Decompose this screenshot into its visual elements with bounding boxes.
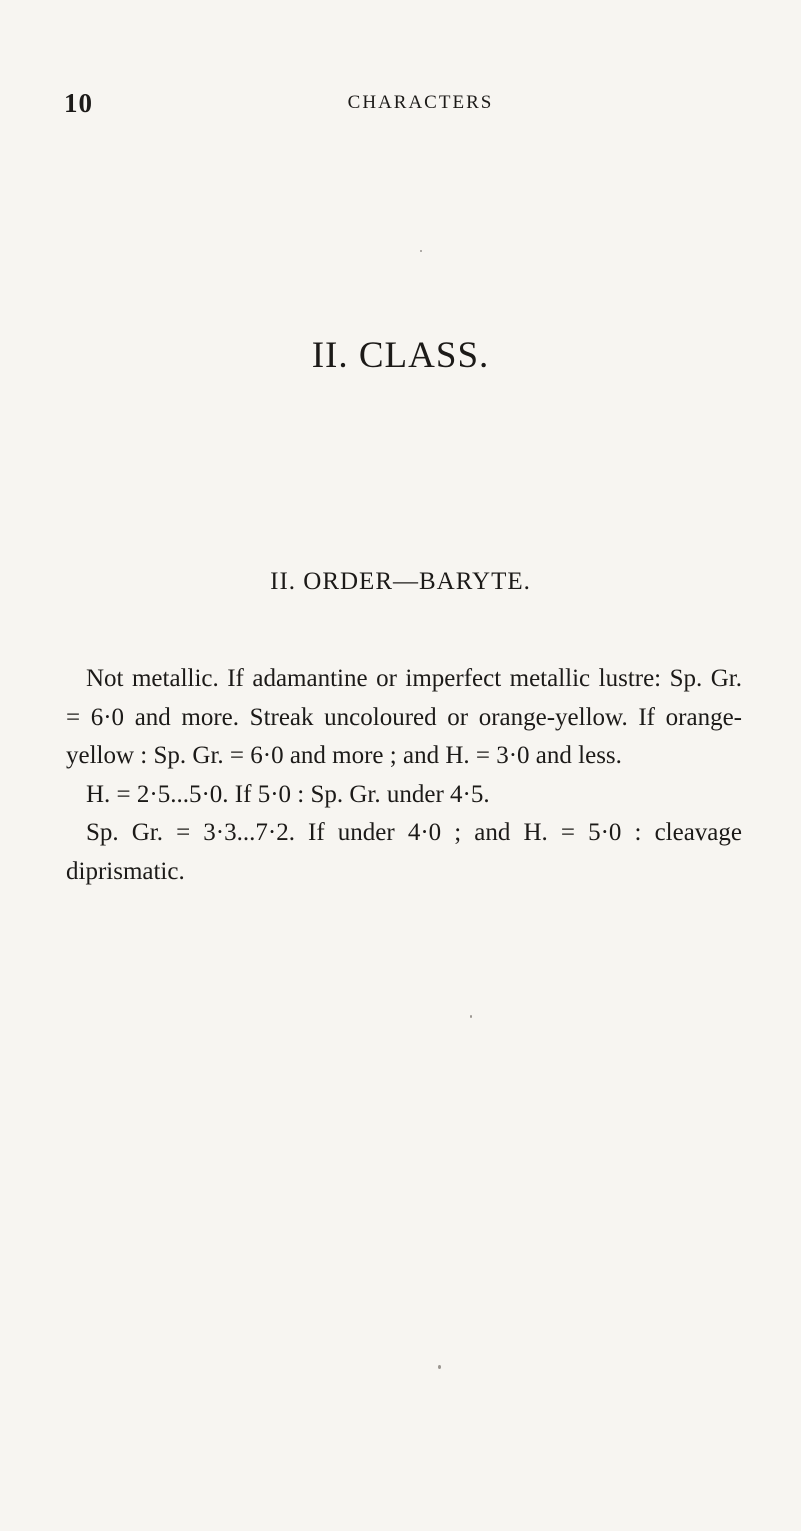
page-number: 10 [64, 88, 93, 118]
order-heading: II. ORDER—BARYTE. [270, 568, 531, 595]
paragraph-hardness: H. = 2·5...5·0. If 5·0 : Sp. Gr. under 4·5. [86, 780, 490, 808]
paragraph-lustre: Not metallic. If adamantine or imperfect metallic lustre: Sp. Gr. = 6·0 and more. Streak uncoloured or orange-yellow. If orange-yellow : Sp. Gr. = 6·0 and more ; and H. = 3·0 and less. [66, 665, 742, 770]
paper-speck [438, 1365, 441, 1369]
paragraph-specific-gravity: Sp. Gr. = 3·3...7·2. If under 4·0 ; and H. = 5·0 : cleavage diprismatic. [66, 819, 742, 885]
paper-speck [470, 1015, 472, 1018]
class-heading: II. CLASS. [311, 335, 490, 376]
body-text [66, 660, 742, 892]
running-head: CHARACTERS [347, 92, 494, 113]
paper-speck [420, 250, 422, 252]
